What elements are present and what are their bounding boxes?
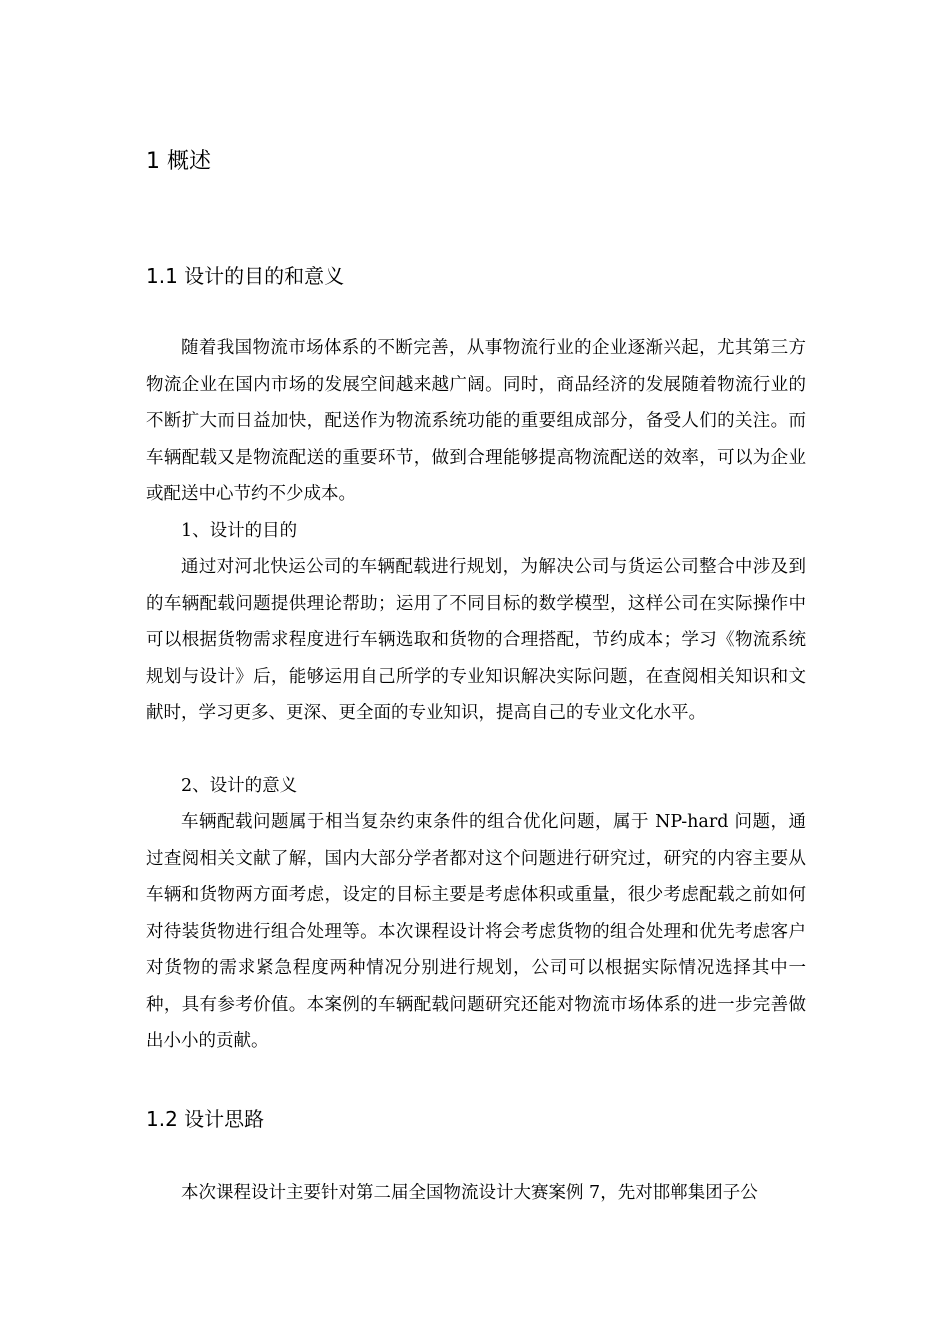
purpose-label: 1、设计的目的 (181, 521, 298, 541)
section-1-1-intro-paragraph: 随着我国物流市场体系的不断完善，从事物流行业的企业逐渐兴起，尤其第三方物流企业在国内市场的发展空间越来越广阔。同时，商品经济的发展随着物流行业的不断扩大而日益加快，配送作为物流系统功能的重要组成部分，备受人们的关注。而车辆配载又是物流配送的重要环节，做到合理能够提高物流配送的效率，可以为企业或配送中心节约不少成本。 (146, 338, 806, 504)
purpose-paragraph: 通过对河北快运公司的车辆配载进行规划，为解决公司与货运公司整合中涉及到的车辆配载问题提供理论帮助；运用了不同目标的数学模型，这样公司在实际操作中可以根据货物需求程度进行车辆选取和货物的合理搭配，节约成本；学习《物流系统规划与设计》后，能够运用自己所学的专业知识解决实际问题，在查阅相关知识和文献时，学习更多、更深、更全面的专业知识，提高自己的专业文化水平。 (146, 557, 806, 723)
section-1-1-title: 1.1 设计的目的和意义 (146, 264, 345, 288)
section-1-2-title: 1.2 设计思路 (146, 1107, 265, 1131)
significance-paragraph: 车辆配载问题属于相当复杂约束条件的组合优化问题，属于 NP-hard 问题，通过查阅相关文献了解，国内大部分学者都对这个问题进行研究过，研究的内容主要从车辆和货物两方面考虑，设定的目标主要是考虑体积或重量，很少考虑配载之前如何对待装货物进行组合处理等。本次课程设计将会考虑货物的组合处理和优先考虑客户对货物的需求紧急程度两种情况分别进行规划，公司可以根据实际情况选择其中一种，具有参考价值。本案例的车辆配载问题研究还能对物流市场体系的进一步完善做出小小的贡献。 (146, 812, 806, 1051)
section-1-2-paragraph: 本次课程设计主要针对第二届全国物流设计大赛案例 7，先对邯郸集团子公 (181, 1183, 758, 1203)
chapter-title: 1 概述 (146, 149, 211, 174)
significance-label: 2、设计的意义 (181, 776, 298, 796)
